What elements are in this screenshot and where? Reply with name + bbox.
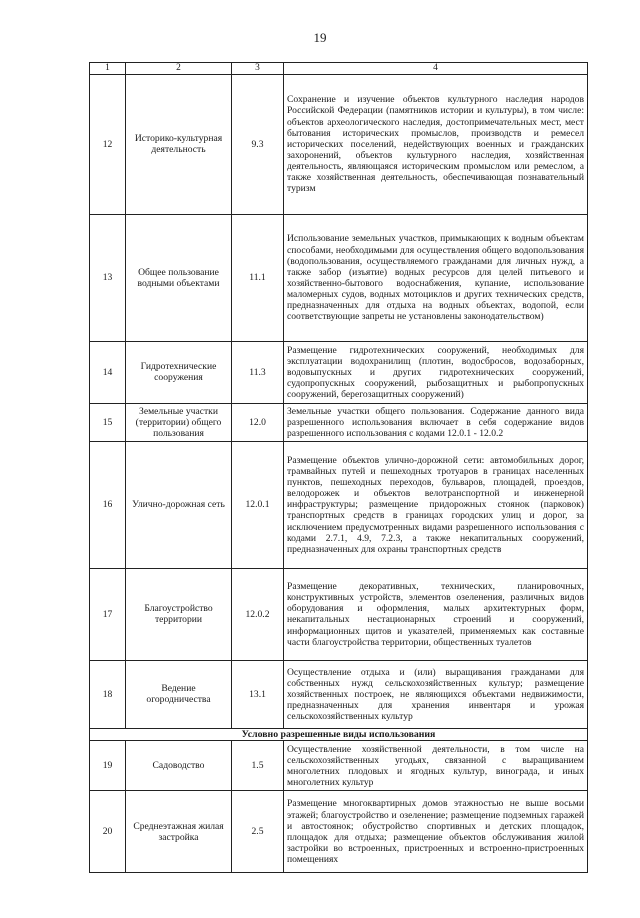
row-number: 13	[90, 214, 126, 341]
use-code: 11.3	[232, 341, 284, 403]
use-description: Сохранение и изучение объектов культурного наследия народов Российской Федерации (памятников истории и культуры), в том числе: объектов археологического наследия, достопримечательных мест, мест бытования исторических промыслов, производств и ремесел исторических поселений, недействующих военных и гражданских захоронений, объектов культурного наследия, хозяйственная деятельность, являющаяся историческим промыслом или ремеслом, а также хозяйственная деятельность, обеспечивающая познавательный туризм	[284, 74, 588, 214]
section-header-row	[90, 728, 588, 740]
table-row	[90, 791, 588, 873]
use-code: 12.0.1	[232, 441, 284, 568]
use-name: Улично-дорожная сеть	[126, 441, 232, 568]
use-description: Земельные участки общего пользования. Содержание данного вида разрешенного использования включает в себя содержание видов разрешенного использования с кодами 12.0.1 - 12.0.2	[284, 403, 588, 441]
table-row	[90, 568, 588, 660]
use-name: Благоустройство территории	[126, 568, 232, 660]
row-number: 12	[90, 74, 126, 214]
use-name: Гидротехнические сооружения	[126, 341, 232, 403]
use-code: 12.0.2	[232, 568, 284, 660]
header-col-3: 3	[232, 63, 284, 75]
use-description: Размещение многоквартирных домов этажностью не выше восьми этажей; благоустройство и озеленение; размещение подземных гаражей и автостоянок; обустройство спортивных и детских площадок, площадок для отдыха; размещение объектов обслуживания жилой застройки во встроенных, пристроенных и встроенно-пристроенных помещениях	[284, 791, 588, 873]
use-name: Историко-культурная деятельность	[126, 74, 232, 214]
section-title: Условно разрешенные виды использования	[90, 728, 588, 740]
row-number: 16	[90, 441, 126, 568]
use-name: Среднеэтажная жилая застройка	[126, 791, 232, 873]
row-number: 15	[90, 403, 126, 441]
use-description: Осуществление хозяйственной деятельности, в том числе на сельскохозяйственных угодьях, связанной с выращиванием многолетних плодовых и ягодных культур, винограда, и иных многолетних культур	[284, 741, 588, 791]
header-col-1: 1	[90, 63, 126, 75]
use-code: 13.1	[232, 660, 284, 728]
use-name: Общее пользование водными объектами	[126, 214, 232, 341]
table-row	[90, 441, 588, 568]
table-row	[90, 660, 588, 728]
use-name: Садоводство	[126, 741, 232, 791]
land-use-table	[89, 62, 588, 873]
page-number: 19	[313, 30, 327, 45]
table-header-row	[90, 63, 588, 75]
row-number: 20	[90, 791, 126, 873]
row-number: 19	[90, 741, 126, 791]
use-description: Размещение гидротехнических сооружений, необходимых для эксплуатации водохранилищ (плотин, водосбросов, водозаборных, водовыпускных и других гидротехнических сооружений, судопропускных сооружений, рыбозащитных и рыбопропускных сооружений, берегозащитных сооружений)	[284, 341, 588, 403]
use-description: Размещение декоративных, технических, планировочных, конструктивных устройств, элементов озеленения, различных видов оборудования и оформления, малых архитектурных форм, некапитальных нестационарных строений и сооружений, информационных щитов и указателей, применяемых как составные части благоустройства территории, общественных туалетов	[284, 568, 588, 660]
use-name: Ведение огородничества	[126, 660, 232, 728]
use-code: 11.1	[232, 214, 284, 341]
use-description: Осуществление отдыха и (или) выращивания гражданами для собственных нужд сельскохозяйственных культур; размещение хозяйственных построек, не являющихся объектами недвижимости, предназначенных для хранения инвентаря и урожая сельскохозяйственных культур	[284, 660, 588, 728]
use-code: 9.3	[232, 74, 284, 214]
table-row	[90, 741, 588, 791]
use-code: 12.0	[232, 403, 284, 441]
header-col-4: 4	[284, 63, 588, 75]
row-number: 17	[90, 568, 126, 660]
table-row	[90, 214, 588, 341]
use-code: 2.5	[232, 791, 284, 873]
use-name: Земельные участки (территории) общего пользования	[126, 403, 232, 441]
table-row	[90, 74, 588, 214]
header-col-2: 2	[126, 63, 232, 75]
table-row	[90, 341, 588, 403]
table-row	[90, 403, 588, 441]
use-description: Использование земельных участков, примыкающих к водным объектам способами, необходимыми для осуществления общего водопользования (водопользования, осуществляемого гражданами для личных нужд, а также забор (изъятие) водных ресурсов для целей питьевого и хозяйственно-бытового водоснабжения, купание, использование маломерных судов, водных мотоциклов и других технических средств, предназначенных для отдыха на водных объектах, водопой, если соответствующие запреты не установлены законодательством)	[284, 214, 588, 341]
row-number: 18	[90, 660, 126, 728]
use-description: Размещение объектов улично-дорожной сети: автомобильных дорог, трамвайных путей и пешеходных тротуаров в границах населенных пунктов, пешеходных переходов, бульваров, площадей, проездов, велодорожек и объектов велотранспортной и инженерной инфраструктуры; размещение придорожных стоянок (парковок) транспортных средств в границах городских улиц и дорог, за исключением предусмотренных видами разрешенного использования с кодами 2.7.1, 4.9, 7.2.3, а также некапитальных сооружений, предназначенных для охраны транспортных средств	[284, 441, 588, 568]
use-code: 1.5	[232, 741, 284, 791]
row-number: 14	[90, 341, 126, 403]
